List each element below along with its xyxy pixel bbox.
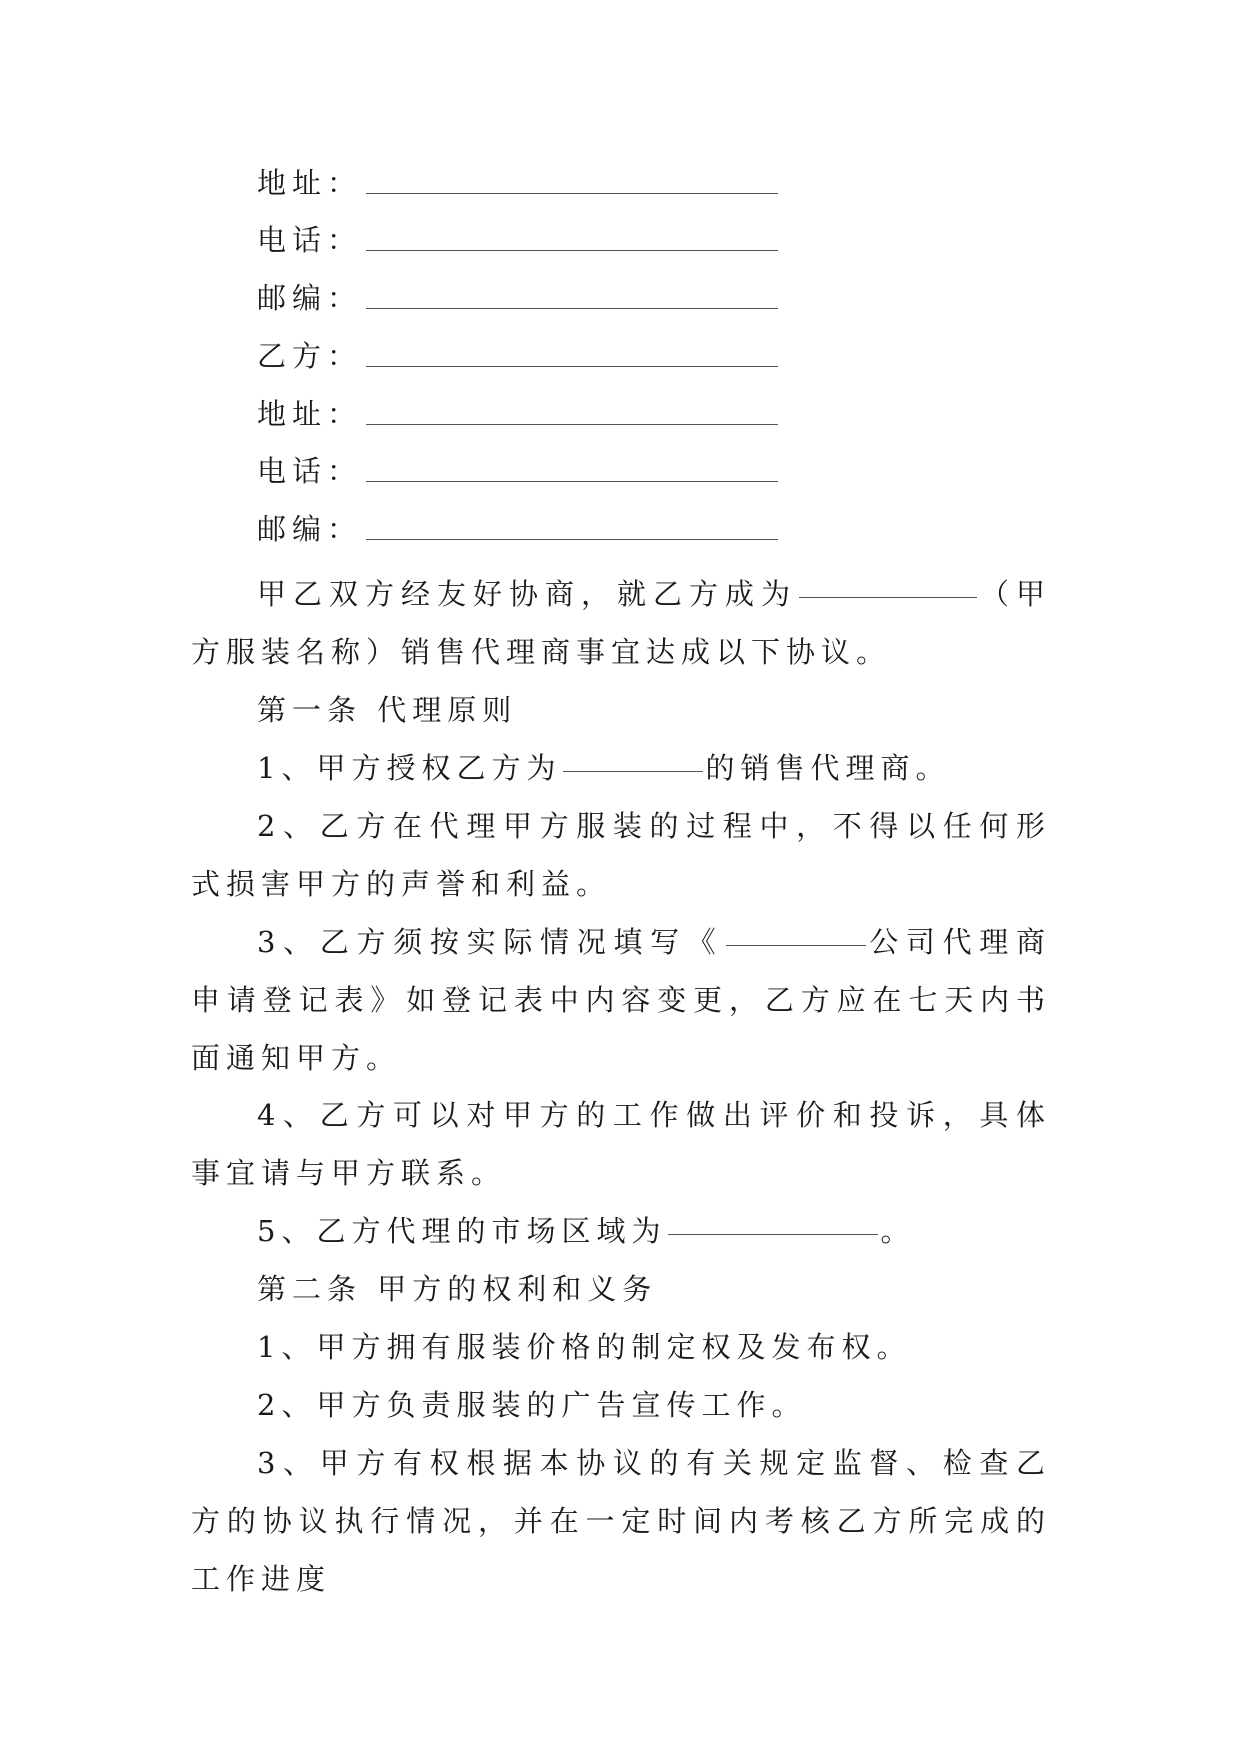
article-1-title: 第一条 代理原则 <box>257 693 518 727</box>
item-text-before: 3、乙方须按实际情况填写《 <box>257 925 724 959</box>
blank-line <box>366 163 778 194</box>
article-1-item-2: 2、乙方在代理甲方服装的过程中，不得以任何形式损害甲方的声誉和利益。 <box>191 809 1051 901</box>
party-a-phone-field <box>257 220 778 260</box>
field-label: 地址： <box>257 397 363 431</box>
blank-line <box>668 1202 878 1235</box>
blank-line <box>366 509 778 540</box>
intro-paragraph <box>191 565 1051 681</box>
party-b-postcode-field <box>257 509 778 549</box>
party-a-address-field <box>257 163 778 203</box>
article-1-item-1 <box>191 739 1051 797</box>
item-text-before: 1、甲方授权乙方为 <box>257 751 562 785</box>
article-2-item-1: 1、甲方拥有服装价格的制定权及发布权。 <box>257 1330 912 1364</box>
party-b-phone-field <box>257 451 778 491</box>
item-text-after: 。 <box>880 1214 916 1248</box>
article-1-item-5 <box>191 1202 1051 1260</box>
blank-line <box>366 336 778 367</box>
blank-line <box>563 739 703 772</box>
item-text-after: 的销售代理商。 <box>705 751 951 785</box>
article-2-item-2: 2、甲方负责服装的广告宣传工作。 <box>257 1388 807 1422</box>
intro-text-after: （甲方服装名称）销售代理商事宜达成以下协议。 <box>191 577 1051 669</box>
party-a-postcode-field <box>257 278 778 318</box>
party-b-address-field <box>257 394 778 434</box>
blank-line <box>366 394 778 425</box>
intro-text-before: 甲乙双方经友好协商，就乙方成为 <box>257 577 797 611</box>
party-b-name-field <box>257 336 778 376</box>
blank-line <box>366 278 778 309</box>
article-2-title: 第二条 甲方的权利和义务 <box>257 1272 658 1306</box>
field-label: 乙方： <box>257 339 363 373</box>
field-label: 电话： <box>257 454 363 488</box>
blank-line <box>366 220 778 251</box>
article-2-item-3: 3、甲方有权根据本协议的有关规定监督、检查乙方的协议执行情况，并在一定时间内考核乙方所完成的工作进度 <box>191 1446 1051 1596</box>
blank-line <box>726 913 866 946</box>
field-label: 邮编： <box>257 512 363 546</box>
field-label: 地址： <box>257 166 363 200</box>
field-label: 邮编： <box>257 281 363 315</box>
blank-line <box>799 565 977 598</box>
field-label: 电话： <box>257 223 363 257</box>
article-1-item-4: 4、乙方可以对甲方的工作做出评价和投诉，具体事宜请与甲方联系。 <box>191 1098 1051 1190</box>
item-text-before: 5、乙方代理的市场区域为 <box>257 1214 667 1248</box>
blank-line <box>366 451 778 482</box>
article-1-item-3 <box>191 913 1051 1087</box>
item-text-after: 公司代理商申请登记表》如登记表中内容变更，乙方应在七天内书面通知甲方。 <box>191 925 1051 1075</box>
